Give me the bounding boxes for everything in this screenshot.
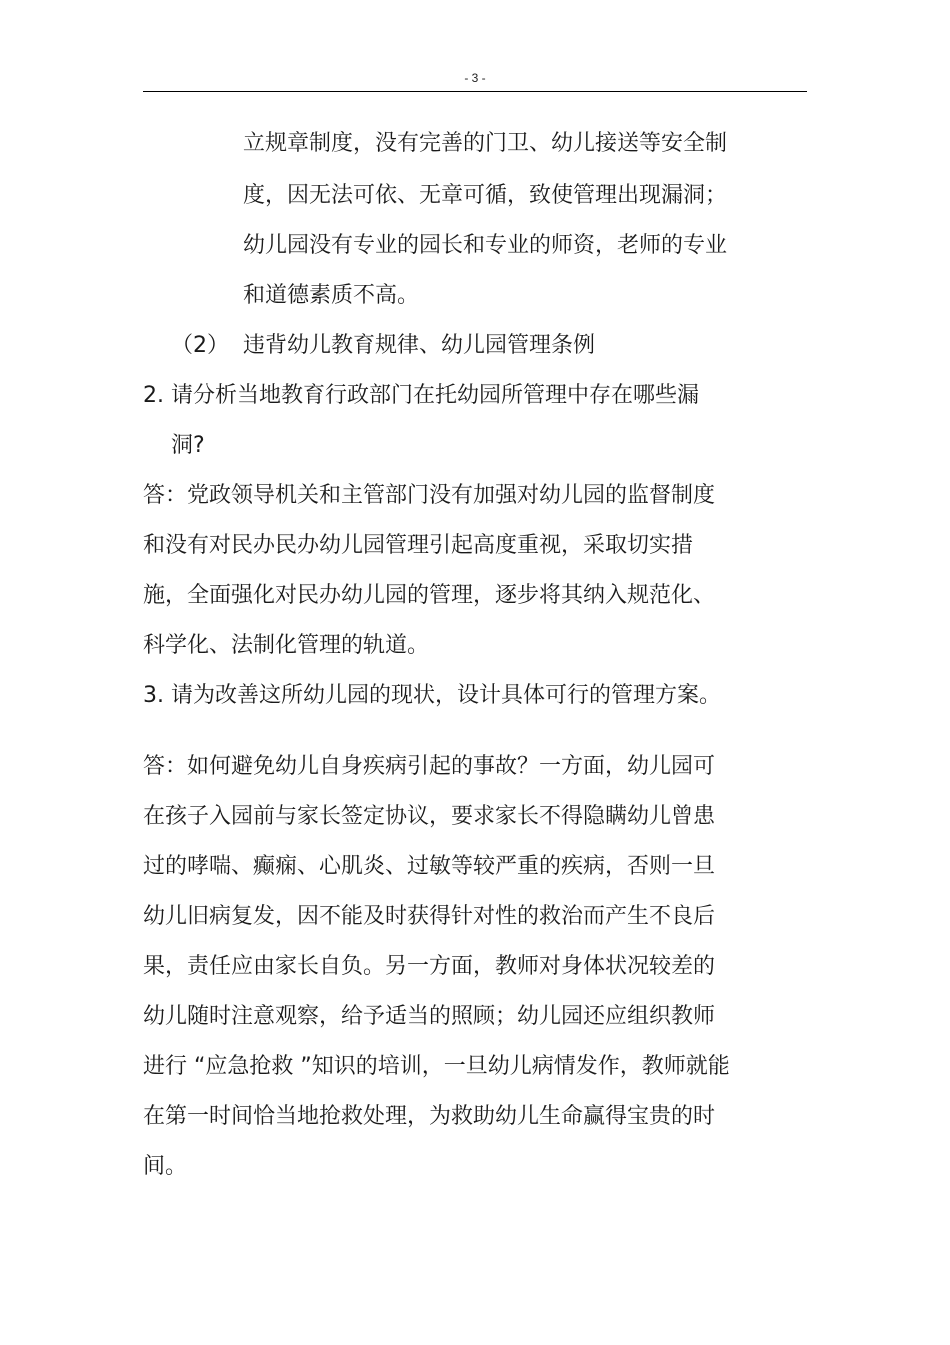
header-rule [143,91,807,92]
answer-3-line: 间。 [143,1154,188,1179]
answer-3-line: 在孩子入园前与家长签定协议，要求家长不得隐瞒幼儿曾患 [143,804,716,829]
answer-3-line: 进行 “应急抢救 ”知识的培训，一旦幼儿病情发作，教师就能 [143,1054,730,1079]
question-2-line-1: 2. 请分析当地教育行政部门在托幼园所管理中存在哪些漏 [143,383,699,408]
answer-2-line: 答：党政领导机关和主管部门没有加强对幼儿园的监督制度 [143,483,716,508]
item-2-text: 违背幼儿教育规律、幼儿园管理条例 [243,333,596,358]
answer-3-line: 幼儿旧病复发，因不能及时获得针对性的救治而产生不良后 [143,904,716,929]
answer-3-line: 幼儿随时注意观察，给予适当的照顾；幼儿园还应组织教师 [143,1004,716,1029]
answer-3-line: 答：如何避免幼儿自身疾病引起的事故？一方面，幼儿园可 [143,754,716,779]
question-3: 3. 请为改善这所幼儿园的现状，设计具体可行的管理方案。 [143,683,721,708]
answer-3-line: 过的哮喘、癫痫、心肌炎、过敏等较严重的疾病，否则一旦 [143,854,716,879]
answer-2-line: 施，全面强化对民办幼儿园的管理，逐步将其纳入规范化、 [143,583,716,608]
item-2-number: （2） [171,333,229,358]
continuation-line: 度，因无法可依、无章可循，致使管理出现漏洞； [243,183,728,208]
continuation-line: 幼儿园没有专业的园长和专业的师资，老师的专业 [243,233,728,258]
continuation-line: 和道德素质不高。 [243,283,420,308]
answer-3-line: 在第一时间恰当地抢救处理，为救助幼儿生命赢得宝贵的时 [143,1104,716,1129]
continuation-line: 立规章制度，没有完善的门卫、幼儿接送等安全制 [243,131,728,156]
answer-3-line: 果，责任应由家长自负。另一方面，教师对身体状况较差的 [143,954,716,979]
answer-2-line: 科学化、法制化管理的轨道。 [143,633,430,658]
question-2-line-2: 洞? [171,433,205,458]
answer-2-line: 和没有对民办民办幼儿园管理引起高度重视，采取切实措 [143,533,694,558]
page-number: - 3 - [464,71,486,85]
